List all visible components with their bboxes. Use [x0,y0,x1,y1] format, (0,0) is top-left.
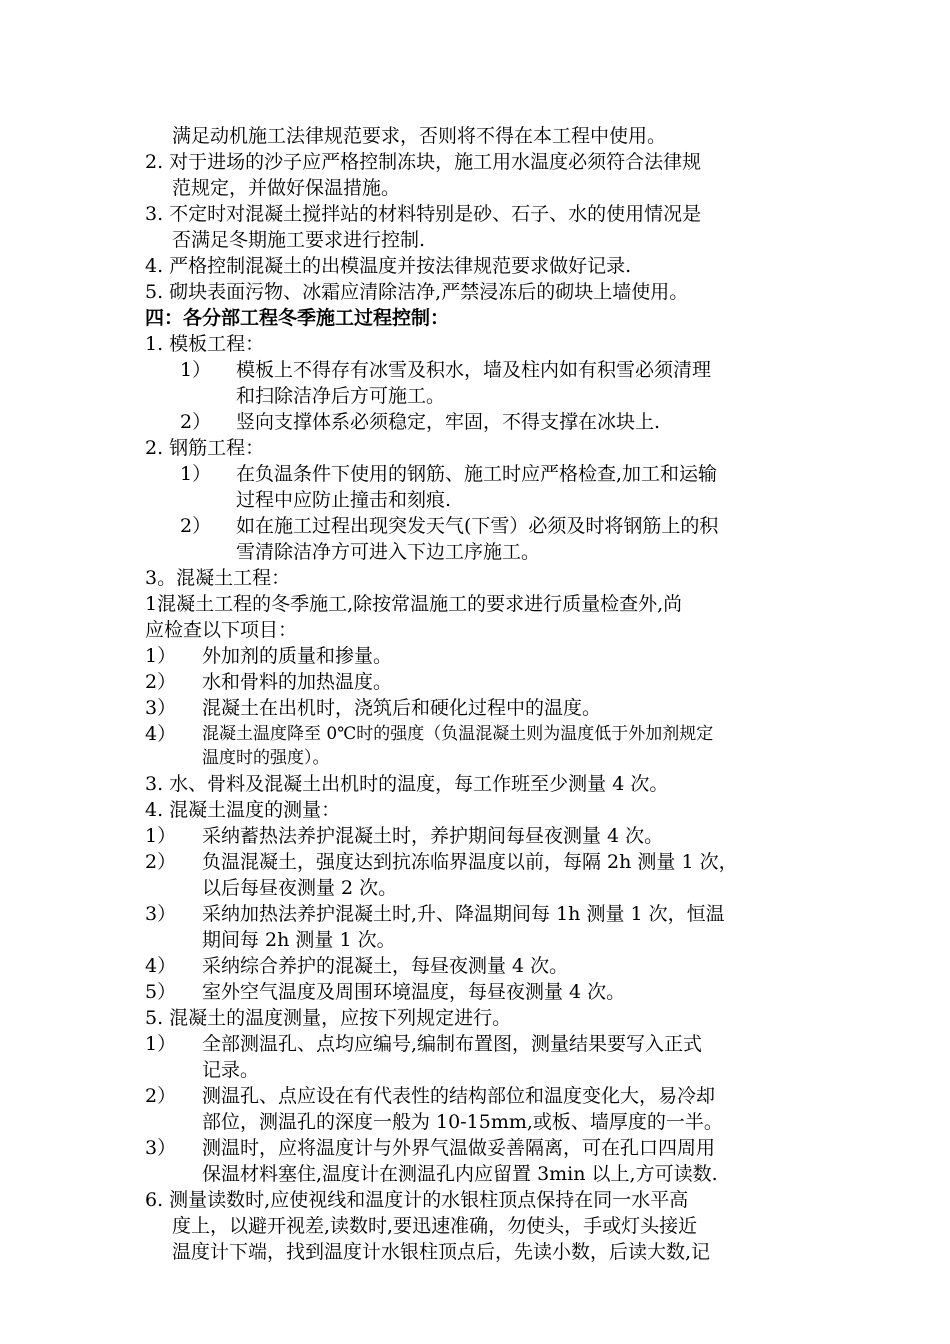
list-marker: 1） [145,825,177,847]
text-line: 应检查以下项目： [145,619,298,641]
subsection-heading: 4. 混凝土温度的测量： [145,799,341,821]
list-marker: 2） [145,671,177,693]
list-marker: 5） [145,981,177,1003]
text-line: 在负温条件下使用的钢筋、施工时应严格检查,加工和运输 [236,463,718,485]
text-line: 过程中应防止撞击和刻痕. [236,489,452,511]
text-line: 范规定，并做好保温措施。 [172,177,401,199]
text-line: 采纳加热法养护混凝土时,升、降温期间每 1h 测量 1 次，恒温 [202,903,725,925]
list-marker: 1） [145,645,177,667]
text-line: 1混凝土工程的冬季施工,除按常温施工的要求进行质量检查外,尚 [145,593,683,615]
text-line: 3. 水、骨料及混凝土出机时的温度，每工作班至少测量 4 次。 [145,773,669,795]
section-heading: 四：各分部工程冬季施工过程控制： [145,307,450,329]
list-marker: 2） [180,515,212,537]
text-line: 采纳综合养护的混凝土，每昼夜测量 4 次。 [202,955,569,977]
text-line: 水和骨料的加热温度。 [202,671,393,693]
text-line: 混凝土在出机时，浇筑后和硬化过程中的温度。 [202,697,602,719]
text-line: 混凝土温度降至 0℃时的强度（负温混凝土则为温度低于外加剂规定 [202,724,714,744]
list-marker: 2） [145,1085,177,1107]
text-line: 全部测温孔、点均应编号,编制布置图，测量结果要写入正式 [202,1033,703,1055]
text-line: 如在施工过程出现突发天气(下雪）必须及时将钢筋上的积 [236,515,719,537]
text-line: 测温孔、点应设在有代表性的结构部位和温度变化大，易冷却 [202,1085,716,1107]
text-line: 室外空气温度及周围环境温度，每昼夜测量 4 次。 [202,981,626,1003]
text-line: 部位，测温孔的深度一般为 10-15mm,或板、墙厚度的一半。 [202,1111,723,1133]
list-marker: 2） [145,851,177,873]
text-line: 保温材料塞住,温度计在测温孔内应留置 3min 以上,方可读数. [202,1163,718,1185]
list-marker: 3） [145,697,177,719]
text-line: 温度计下端，找到温度计水银柱顶点后，先读小数，后读大数,记 [172,1241,711,1263]
text-line: 期间每 2h 测量 1 次。 [202,929,396,951]
list-marker: 2） [180,411,212,433]
list-marker: 3） [145,1137,177,1159]
list-marker: 3） [145,903,177,925]
text-line: 满足动机施工法律规范要求，否则将不得在本工程中使用。 [172,125,667,147]
list-item-4: 4. 严格控制混凝土的出模温度并按法律规范要求做好记录. [145,255,632,277]
list-item-5: 5. 砌块表面污物、冰霜应清除洁净,严禁浸冻后的砌块上墙使用。 [145,281,689,303]
text-line: 采纳蓄热法养护混凝土时，养护期间每昼夜测量 4 次。 [202,825,664,847]
subsection-heading: 2. 钢筋工程： [145,437,265,459]
text-line: 测温时，应将温度计与外界气温做妥善隔离，可在孔口四周用 [202,1137,716,1159]
text-line: 雪清除洁净方可进入下边工序施工。 [236,541,541,563]
list-marker: 4） [145,723,177,745]
list-item-2: 2. 对于进场的沙子应严格控制冻块，施工用水温度必须符合法律规 [145,151,702,173]
text-line: 和扫除洁净后方可施工。 [236,385,446,407]
text-line: 竖向支撑体系必须稳定，牢固，不得支撑在冰块上. [236,411,661,433]
subsection-heading: 3。混凝土工程： [145,567,291,589]
list-marker: 1） [180,463,212,485]
subsection-heading: 1. 模板工程： [145,333,265,355]
text-line: 模板上不得存有冰雪及积水，墙及柱内如有积雪必须清理 [236,359,712,381]
list-item-6: 6. 测量读数时,应使视线和温度计的水银柱顶点保持在同一水平高 [145,1189,689,1211]
list-marker: 1） [145,1033,177,1055]
list-marker: 4） [145,955,177,977]
subsection-heading: 5. 混凝土的温度测量，应按下列规定进行。 [145,1007,512,1029]
list-item-3: 3. 不定时对混凝土搅拌站的材料特别是砂、石子、水的使用情况是 [145,203,702,225]
list-marker: 1） [180,359,212,381]
text-line: 度上，以避开视差,读数时,要迅速准确，勿使头，手或灯头接近 [172,1215,698,1237]
text-line: 负温混凝土，强度达到抗冻临界温度以前，每隔 2h 测量 1 次， [202,851,738,873]
text-line: 外加剂的质量和掺量。 [202,645,393,667]
text-line: 否满足冬期施工要求进行控制. [172,229,426,251]
text-line: 温度时的强度）。 [202,748,330,768]
text-line: 记录。 [202,1059,260,1081]
text-line: 以后每昼夜测量 2 次。 [202,877,398,899]
